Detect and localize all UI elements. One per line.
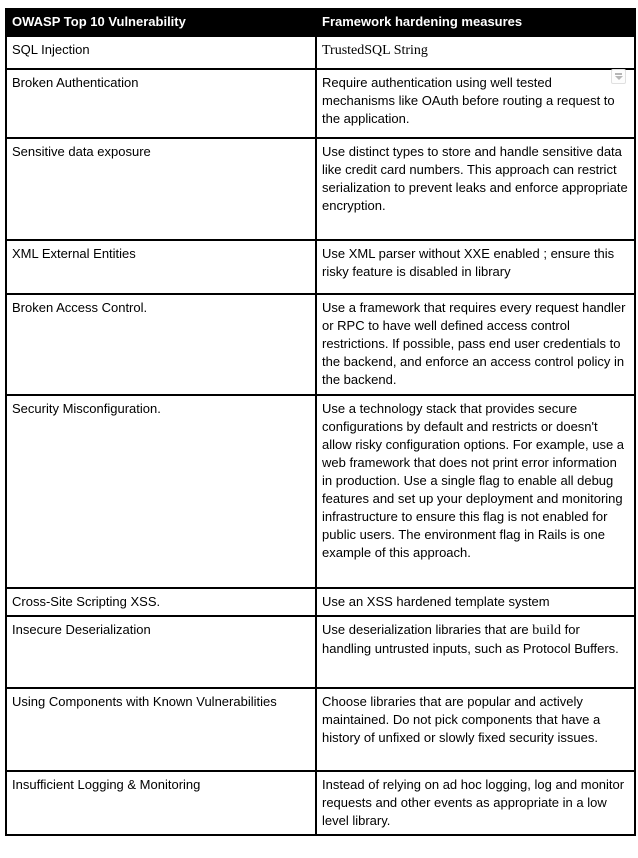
measure-cell bbox=[316, 771, 635, 835]
collapsed-comment-icon[interactable] bbox=[611, 69, 626, 84]
vulnerability-cell: Using Components with Known Vulnerabilities bbox=[6, 688, 316, 771]
measure-cell bbox=[316, 616, 635, 688]
vulnerability-column-header: OWASP Top 10 Vulnerability bbox=[6, 9, 316, 36]
header-row bbox=[6, 9, 635, 36]
text-run: Use an XSS hardened template system bbox=[322, 594, 550, 609]
text-run: Choose libraries that are popular and actively maintained. Do not pick components that have a history of unfixed or slowly fixed security issues. bbox=[322, 694, 601, 745]
measure-cell bbox=[316, 395, 635, 588]
serif-text-run: TrustedSQL String bbox=[322, 43, 428, 58]
measure-cell bbox=[316, 588, 635, 616]
table-row bbox=[6, 240, 635, 294]
vulnerability-cell: XML External Entities bbox=[6, 240, 316, 294]
measure-cell bbox=[316, 36, 635, 69]
table-row bbox=[6, 69, 635, 138]
vulnerability-cell: SQL Injection bbox=[6, 36, 316, 69]
vulnerability-cell: Broken Authentication bbox=[6, 69, 316, 138]
vulnerability-cell: Insecure Deserialization bbox=[6, 616, 316, 688]
serif-text-run: build bbox=[532, 623, 562, 638]
vulnerability-cell: Cross-Site Scripting XSS. bbox=[6, 588, 316, 616]
vulnerability-cell: Sensitive data exposure bbox=[6, 138, 316, 240]
text-run: Use a framework that requires every request handler or RPC to have well defined access control restrictions. If possible, pass end user credentials to the backend, and enforce an access control policy in the backend. bbox=[322, 300, 626, 387]
measure-cell bbox=[316, 138, 635, 240]
table-row bbox=[6, 771, 635, 835]
table-row bbox=[6, 588, 635, 616]
measures-column-header: Framework hardening measures bbox=[316, 9, 635, 36]
table-row bbox=[6, 294, 635, 395]
text-run: Use deserialization libraries that are bbox=[322, 622, 533, 637]
table-row bbox=[6, 616, 635, 688]
vulnerability-cell: Security Misconfiguration. bbox=[6, 395, 316, 588]
vulnerability-cell: Broken Access Control. bbox=[6, 294, 316, 395]
text-run: Use distinct types to store and handle sensitive data like credit card numbers. This approach can restrict serialization to prevent leaks and enforce appropriate encryption. bbox=[322, 144, 628, 213]
text-run: Instead of relying on ad hoc logging, log and monitor requests and other events as appropriate in a low level library. bbox=[322, 777, 625, 828]
measure-cell bbox=[316, 69, 635, 138]
table-row bbox=[6, 36, 635, 69]
measure-cell bbox=[316, 294, 635, 395]
table-row bbox=[6, 395, 635, 588]
table-row bbox=[6, 688, 635, 771]
marker-triangle bbox=[615, 76, 623, 80]
text-run: for handling untrusted inputs, such as Protocol Buffers. bbox=[322, 622, 619, 656]
text-run: Use a technology stack that provides secure configurations by default and restricts or doesn't allow risky configuration options. For example, use a web framework that does not print error information in production. Use a single flag to enable all debug features and set up your deployment and monitoring infrastructure to ensure this flag is not enabled for public users. The environment flag in Rails is one example of this approach. bbox=[322, 401, 625, 560]
marker-bar bbox=[615, 73, 622, 75]
vulnerability-cell: Insufficient Logging & Monitoring bbox=[6, 771, 316, 835]
table-row bbox=[6, 138, 635, 240]
measure-cell bbox=[316, 240, 635, 294]
text-run: Use XML parser without XXE enabled ; ensure this risky feature is disabled in library bbox=[322, 246, 615, 279]
text-run: Require authentication using well tested mechanisms like OAuth before routing a request to the application. bbox=[322, 75, 615, 126]
measure-cell bbox=[316, 688, 635, 771]
owasp-hardening-table bbox=[5, 8, 636, 836]
